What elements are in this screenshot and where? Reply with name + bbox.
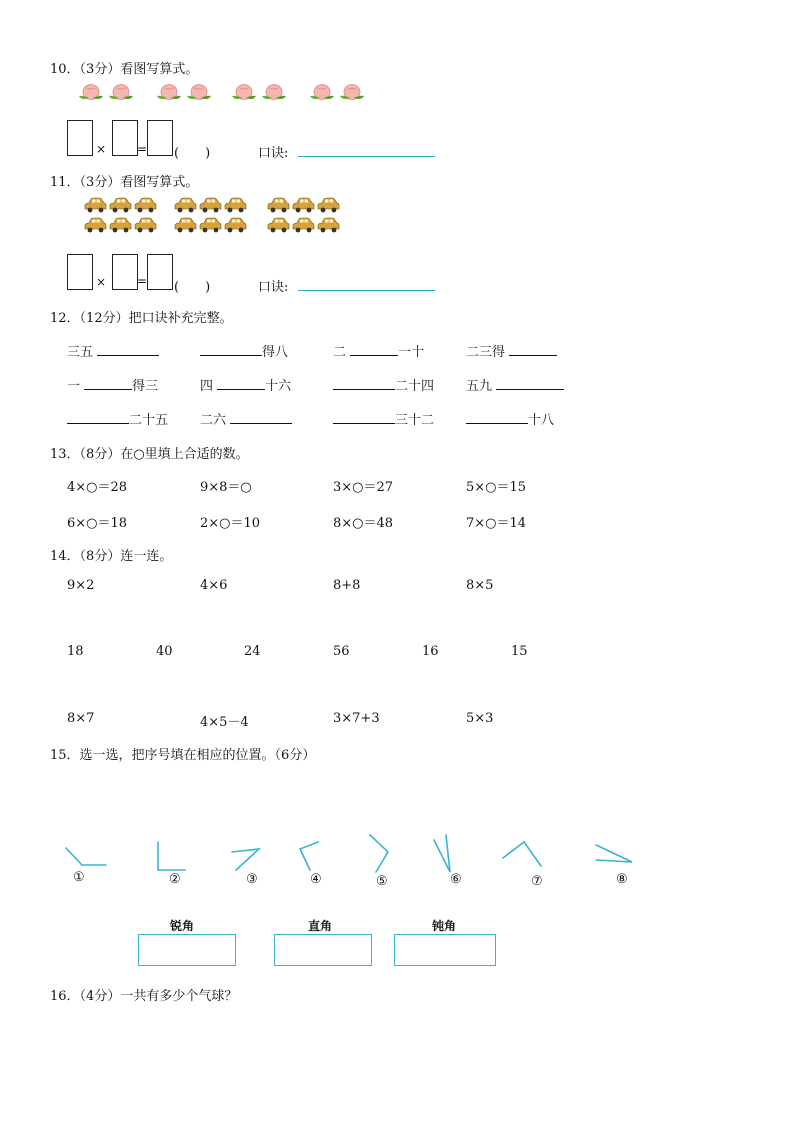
q12-blank[interactable]: [97, 343, 159, 356]
q12-blank[interactable]: [466, 411, 528, 424]
angle-number: ①: [73, 870, 85, 885]
q10-paren: ( ): [174, 146, 211, 161]
q10-peach-picture: [76, 80, 376, 108]
q11-box-1[interactable]: [67, 254, 93, 290]
right-answer-box[interactable]: [274, 934, 372, 966]
q14-top-expr[interactable]: 9×2: [67, 578, 95, 593]
q12-blank[interactable]: [67, 411, 129, 424]
car-group-1: [85, 198, 156, 232]
q11-equals: =: [137, 274, 148, 288]
angle-7: [503, 842, 541, 866]
q14-top-expr[interactable]: 8×5: [466, 578, 494, 593]
angle-1: [66, 848, 106, 865]
q13-item: 2×○＝10: [200, 516, 261, 531]
angle-number: ⑧: [616, 872, 628, 887]
q14-number[interactable]: 16: [422, 644, 439, 659]
q11-box-2[interactable]: [112, 254, 138, 290]
q10-times: ×: [96, 142, 107, 156]
q12-item-4: 二三得: [466, 341, 557, 360]
q12-item-11: 三十二: [333, 409, 434, 428]
q13-item: 7×○＝14: [466, 516, 527, 531]
q13-title: 13．（8分）在○里填上合适的数。: [50, 447, 249, 462]
q14-top-expr[interactable]: 8+8: [333, 578, 361, 593]
q10-box-2[interactable]: [112, 120, 138, 156]
q15-title: 15．选一选，把序号填在相应的位置。（6分）: [50, 748, 316, 763]
q13-item: 9×8＝○: [200, 480, 252, 495]
q11-box-3[interactable]: [147, 254, 173, 290]
angle-number: ②: [169, 872, 181, 887]
q10-koujue-line[interactable]: [298, 156, 435, 157]
q12-blank[interactable]: [509, 343, 557, 356]
q10-equals: =: [137, 142, 148, 156]
q14-bottom-expr[interactable]: 3×7+3: [333, 711, 380, 726]
q14-number[interactable]: 24: [244, 644, 261, 659]
q11-paren: ( ): [174, 280, 211, 295]
q13-item: 5×○＝15: [466, 480, 527, 495]
q12-item-10: 二六: [200, 409, 292, 428]
q12-item-12: 十八: [466, 409, 554, 428]
q12-blank[interactable]: [217, 377, 265, 390]
q13-item: 4×○＝28: [67, 480, 128, 495]
peach-group-1: [79, 85, 133, 100]
angle-3: [232, 849, 259, 870]
q10-title: 10．（3分）看图写算式。: [50, 62, 199, 77]
car-group-3: [268, 198, 339, 232]
q12-blank[interactable]: [350, 343, 398, 356]
q14-title: 14．（8分）连一连。: [50, 549, 173, 564]
peach-group-4: [310, 85, 364, 100]
angle-4: [300, 842, 318, 870]
q12-item-1: 三五: [67, 341, 159, 360]
q12-item-8: 五九: [466, 375, 564, 394]
obtuse-answer-box[interactable]: [394, 934, 496, 966]
q12-title: 12．（12分）把口诀补充完整。: [50, 311, 233, 326]
acute-angle-label: 锐角: [170, 919, 195, 933]
q12-item-9: 二十五: [67, 409, 168, 428]
angle-8: [596, 845, 632, 862]
q10-box-3[interactable]: [147, 120, 173, 156]
q13-item: 6×○＝18: [67, 516, 128, 531]
q12-item-6: 四 十六: [200, 379, 292, 394]
peach-group-3: [232, 85, 286, 100]
acute-answer-box[interactable]: [138, 934, 236, 966]
q15-angles: [0, 820, 794, 880]
q12-blank[interactable]: [84, 377, 132, 390]
q13-item: 8×○＝48: [333, 516, 394, 531]
angle-number: ⑤: [376, 874, 388, 889]
q12-item-7: 二十四: [333, 375, 434, 394]
angle-6: [434, 835, 450, 872]
q12-blank[interactable]: [200, 343, 262, 356]
q16-title: 16．（4分）一共有多少个气球？: [50, 989, 238, 1004]
q14-bottom-expr[interactable]: 4×5－4: [200, 715, 249, 730]
q12-blank[interactable]: [333, 377, 395, 390]
angle-number: ⑥: [450, 872, 462, 887]
q12-blank[interactable]: [333, 411, 395, 424]
q11-car-picture: [82, 194, 344, 238]
q11-title: 11．（3分）看图写算式。: [50, 175, 199, 190]
q14-top-expr[interactable]: 4×6: [200, 578, 228, 593]
obtuse-angle-label: 钝角: [432, 919, 457, 933]
q12-blank[interactable]: [496, 377, 564, 390]
q10-box-1[interactable]: [67, 120, 93, 156]
angle-5: [370, 835, 388, 872]
q12-blank[interactable]: [230, 411, 292, 424]
angle-2: [158, 842, 185, 870]
angle-number: ④: [310, 872, 322, 887]
q12-item-5: 一 得三: [67, 379, 159, 394]
q14-bottom-expr[interactable]: 5×3: [466, 711, 494, 726]
q12-item-2: 得八: [200, 341, 288, 360]
q14-number[interactable]: 15: [511, 644, 528, 659]
q14-number[interactable]: 18: [67, 644, 84, 659]
q11-koujue-line[interactable]: [298, 290, 435, 291]
angle-number: ③: [246, 872, 258, 887]
q14-bottom-expr[interactable]: 8×7: [67, 711, 95, 726]
q14-number[interactable]: 40: [156, 644, 173, 659]
q12-item-3: 二 一十: [333, 345, 425, 360]
q13-item: 3×○＝27: [333, 480, 394, 495]
angle-number: ⑦: [531, 874, 543, 889]
q11-times: ×: [96, 275, 107, 289]
right-angle-label: 直角: [308, 919, 333, 933]
peach-group-2: [157, 85, 211, 100]
q11-koujue-label: 口诀:: [258, 280, 289, 295]
q14-number[interactable]: 56: [333, 644, 350, 659]
car-group-2: [175, 198, 246, 232]
q10-koujue-label: 口诀:: [258, 146, 289, 161]
